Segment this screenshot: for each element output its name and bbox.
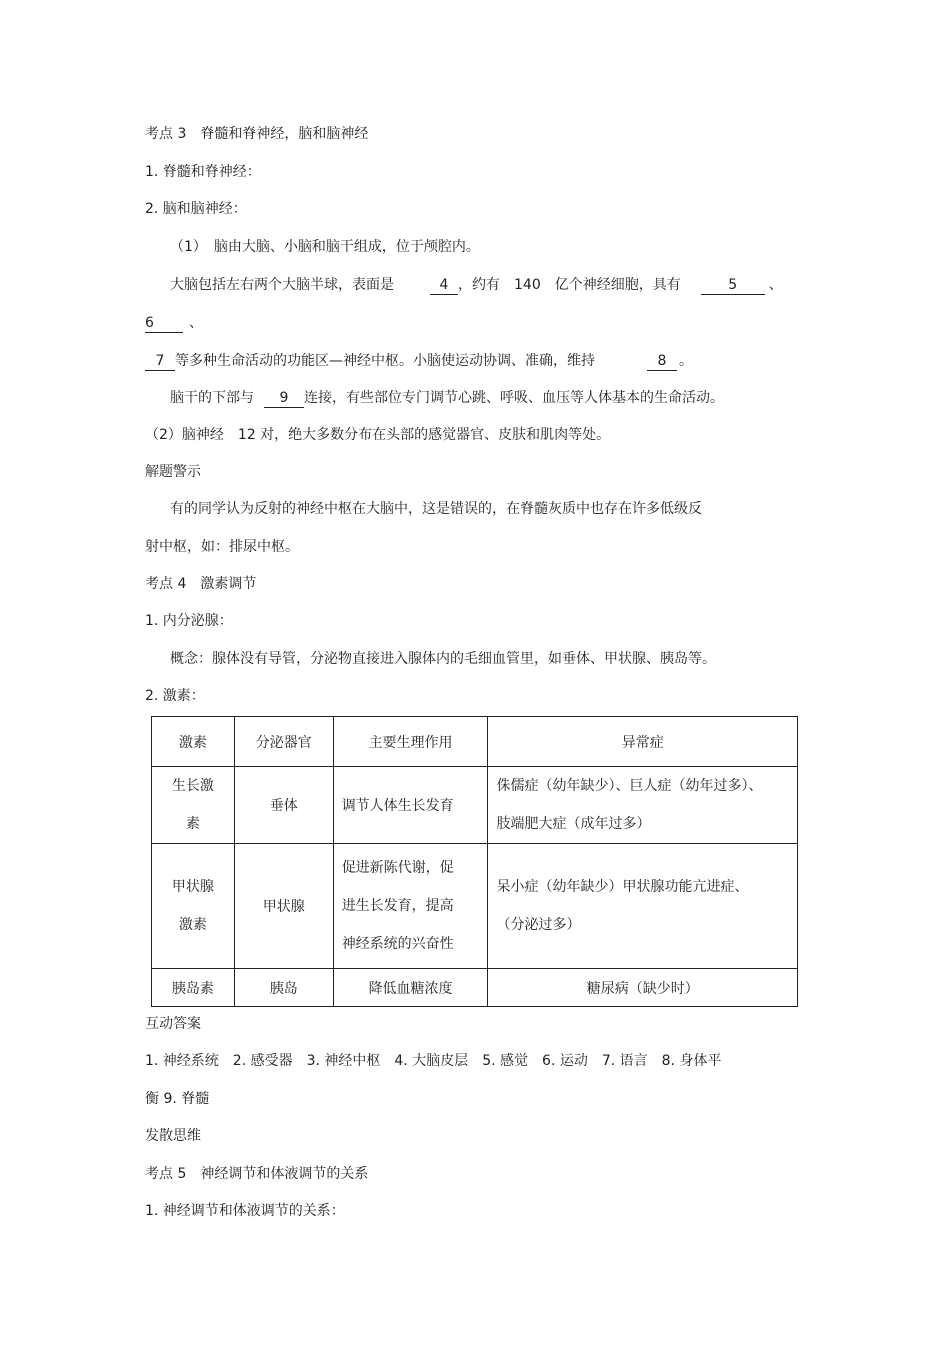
- row2-organ: 甲状腺: [234, 844, 333, 969]
- table-row: [152, 969, 798, 1007]
- warning-line1: 有的同学认为反射的神经中枢在大脑中，这是错误的，在脊髓灰质中也存在许多低级反: [170, 501, 702, 517]
- blank-9: 9: [264, 389, 304, 408]
- brain-line-c-mid: 等多种生命活动的功能区—神经中枢。小脑使运动协调、准确，维持: [175, 353, 595, 369]
- brain-line-a: [170, 275, 783, 295]
- row3-disorder: 糖尿病（缺少时）: [488, 969, 798, 1007]
- brain-line-b-end: 、: [189, 315, 203, 331]
- header-organ: 分泌器官: [234, 717, 333, 767]
- section3-sub2: （2）脑神经 12 对，绝大多数分布在头部的感觉器官、皮肤和肌肉等处。: [145, 427, 611, 443]
- row1-organ: 垂体: [234, 767, 333, 844]
- brain-line-a-mid: ，约有 140 亿个神经细胞，具有: [458, 277, 681, 293]
- row2-effect-line1: 促进新陈代谢，促: [341, 860, 454, 876]
- warning-line2: 射中枢，如：排尿中枢。: [145, 539, 299, 555]
- answers-title: 互动答案: [145, 1016, 201, 1032]
- row2-hormone: [152, 844, 235, 969]
- divergent-title: 发散思维: [145, 1128, 201, 1144]
- blank-7: 7: [145, 352, 175, 371]
- table-header-row: [152, 717, 798, 767]
- section5-item1: 1. 神经调节和体液调节的关系：: [145, 1203, 345, 1219]
- section4-item1: 1. 内分泌腺：: [145, 613, 233, 629]
- brain-line-d-post: 连接，有些部位专门调节心跳、呼吸、血压等人体基本的生命活动。: [304, 390, 724, 406]
- brain-line-c: [145, 351, 693, 371]
- blank-8: 8: [647, 352, 677, 371]
- header-hormone: 激素: [152, 717, 235, 767]
- row2-effect-line2: 进生长发育，提高: [341, 898, 454, 914]
- row1-disorder: [488, 767, 798, 844]
- row3-hormone: 胰岛素: [152, 969, 235, 1007]
- table-row: [152, 767, 798, 844]
- table-row: [152, 844, 798, 969]
- blank-4: 4: [430, 276, 458, 295]
- row2-disorder-line1: 呆小症（幼年缺少）甲状腺功能亢进症、: [496, 879, 749, 895]
- row1-hormone-line1: 生长激: [171, 778, 214, 794]
- blank-5: 5: [701, 276, 765, 295]
- row2-disorder-line2: （分泌过多）: [496, 917, 581, 933]
- row1-disorder-line1: 侏儒症（幼年缺少）、巨人症（幼年过多）、: [496, 778, 763, 794]
- row1-hormone-line2: 素: [185, 816, 200, 832]
- row1-disorder-line2: 肢端肥大症（成年过多）: [496, 816, 651, 832]
- hormone-table: [151, 716, 798, 1007]
- section4-title: 考点 4 激素调节: [145, 576, 257, 592]
- brain-line-d: [170, 388, 724, 408]
- brain-line-d-pre: 脑干的下部与: [170, 390, 254, 406]
- section3-item1: 1. 脊髓和脊神经：: [145, 164, 261, 180]
- row3-organ: 胰岛: [234, 969, 333, 1007]
- section3-sub1: （1） 脑由大脑、小脑和脑干组成，位于颅腔内。: [170, 239, 480, 255]
- warning-title: 解题警示: [145, 464, 201, 480]
- brain-line-a-pre: 大脑包括左右两个大脑半球，表面是: [170, 277, 394, 293]
- brain-line-a-end: 、: [768, 277, 783, 293]
- section3-title: 考点 3 脊髓和脊神经，脑和脑神经: [145, 126, 369, 142]
- row1-effect-line1: 调节人体生长发育: [341, 798, 454, 814]
- row2-disorder: [488, 844, 798, 969]
- row2-hormone-line1: 甲状腺: [171, 879, 214, 895]
- blank-6: 6: [145, 314, 183, 333]
- section5-title: 考点 5 神经调节和体液调节的关系: [145, 1166, 369, 1182]
- brain-line-c-end: 。: [679, 353, 693, 369]
- header-disorder: 异常症: [488, 717, 798, 767]
- row1-effect: [333, 767, 488, 844]
- brain-line-b: [145, 313, 203, 333]
- row2-effect-line3: 神经系统的兴奋性: [341, 936, 454, 952]
- row2-effect: [333, 844, 488, 969]
- answers-line2: 衡 9. 脊髓: [145, 1091, 210, 1107]
- row3-effect: 降低血糖浓度: [333, 969, 488, 1007]
- row2-hormone-line2: 激素: [178, 917, 207, 933]
- section4-concept: 概念：腺体没有导管，分泌物直接进入腺体内的毛细血管里，如垂体、甲状腺、胰岛等。: [170, 651, 716, 667]
- header-effect: 主要生理作用: [333, 717, 488, 767]
- answers-line1: 1. 神经系统 2. 感受器 3. 神经中枢 4. 大脑皮层 5. 感觉 6. 运动 7. 语言 8. 身体平: [145, 1053, 722, 1069]
- row1-hormone: [152, 767, 235, 844]
- section3-item2: 2. 脑和脑神经：: [145, 201, 247, 217]
- section4-item2: 2. 激素：: [145, 688, 205, 704]
